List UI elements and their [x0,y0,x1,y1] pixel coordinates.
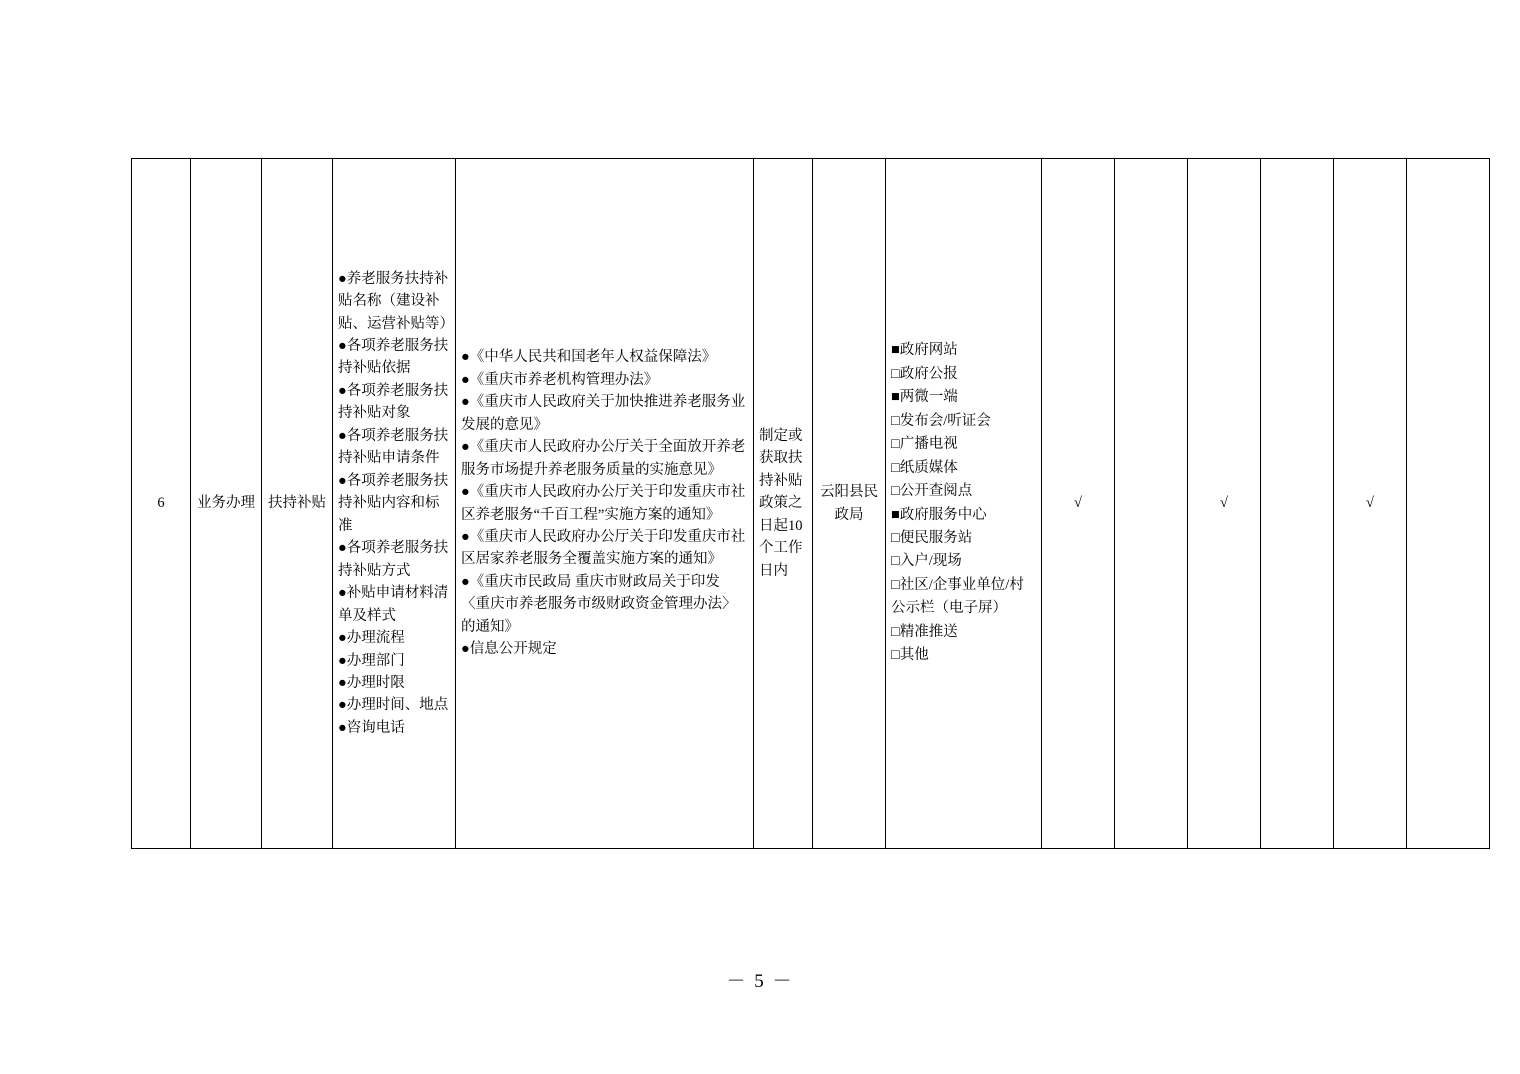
page-number: － 5 － [726,971,794,992]
content-item: ●补贴申请材料清单及样式 [338,585,449,624]
cell-channels [886,159,1042,849]
checkbox-checked-icon[interactable]: ■ [891,506,900,523]
channel-option[interactable] [891,550,1036,573]
cell-time-limit [754,159,813,849]
basis-item: ●《重庆市人民政府办公厅关于印发重庆市社区居家养老服务全覆盖实施方案的通知》 [461,528,746,568]
mark-1: √ [1074,495,1082,512]
checkbox-unchecked-icon[interactable]: □ [891,647,900,664]
channel-option[interactable] [891,457,1036,480]
channel-label: 社区/企事业单位/村公示栏（电子屏） [891,576,1024,617]
cell-basis-items [456,159,754,849]
basis-item-list [461,346,748,661]
basis-item: ●《重庆市民政局 重庆市财政局关于印发〈重庆市养老服务市级财政资金管理办法〉的通知》 [461,573,737,635]
channel-option[interactable] [891,480,1036,503]
content-item: ●各项养老服务扶持补贴申请条件 [338,427,449,467]
content-item: ●办理时限 [338,675,405,692]
checkbox-checked-icon[interactable]: ■ [891,342,900,359]
checkbox-unchecked-icon[interactable]: □ [891,459,900,476]
content-item: ●各项养老服务扶持补贴对象 [338,382,449,422]
checkbox-unchecked-icon[interactable]: □ [891,483,900,500]
cell-mark-1 [1042,159,1115,849]
basis-item: ●《重庆市养老机构管理办法》 [461,371,659,388]
checkbox-unchecked-icon[interactable]: □ [891,412,900,429]
basis-item: ●《重庆市人民政府办公厅关于全面放开养老服务市场提升养老服务质量的实施意见》 [461,439,746,478]
basis-item: ●《重庆市人民政府办公厅关于印发重庆市社区养老服务“千百工程”实施方案的通知》 [461,484,746,523]
channel-option[interactable] [891,433,1036,456]
cell-content-items [333,159,456,849]
checkbox-unchecked-icon[interactable]: □ [891,436,900,453]
channel-label: 政府网站 [899,342,958,359]
mark-3: √ [1220,495,1228,512]
channel-label: 广播电视 [899,436,958,453]
row-index: 6 [157,495,165,512]
cell-mark-6 [1407,159,1490,849]
cell-department [813,159,886,849]
content-item: ●办理流程 [338,630,405,647]
channel-label: 其他 [899,647,929,664]
cell-subcategory [262,159,333,849]
time-limit-text: 制定或获取扶持补贴政策之日起10个工作日内 [759,427,803,579]
channel-option[interactable] [891,574,1036,621]
channel-option[interactable] [891,410,1036,433]
channel-label: 入户/现场 [899,553,962,570]
channel-label: 政府服务中心 [899,506,987,523]
cell-mark-3 [1188,159,1261,849]
content-item: ●办理时间、地点 [338,697,449,714]
basis-item: ●《重庆市人民政府关于加快推进养老服务业发展的意见》 [461,394,746,433]
cell-mark-5 [1334,159,1407,849]
mark-5: √ [1366,495,1374,512]
basis-item: ●《中华人民共和国老年人权益保障法》 [461,349,717,366]
content-item: ●各项养老服务扶持补贴内容和标准 [338,472,449,534]
channel-label: 两微一端 [899,389,958,406]
content-item: ●各项养老服务扶持补贴依据 [338,337,449,377]
channel-label: 政府公报 [899,365,958,382]
checkbox-unchecked-icon[interactable]: □ [891,623,900,640]
content-item: ●养老服务扶持补贴名称（建设补贴、运营补贴等） [338,270,454,332]
channel-label: 精准推送 [899,623,958,640]
content-item: ●各项养老服务扶持补贴方式 [338,540,449,579]
channel-option[interactable] [891,621,1036,644]
checkbox-unchecked-icon[interactable]: □ [891,576,900,593]
content-item: ●咨询电话 [338,719,405,736]
content-item-list [338,268,454,740]
checkbox-unchecked-icon[interactable]: □ [891,553,900,570]
cell-category [191,159,262,849]
channel-label: 便民服务站 [899,529,973,546]
channel-option[interactable] [891,386,1036,409]
checkbox-checked-icon[interactable]: ■ [891,389,900,406]
channel-option[interactable] [891,339,1036,362]
checkbox-unchecked-icon[interactable]: □ [891,529,900,546]
subcategory-text: 扶持补贴 [268,495,326,512]
cell-mark-4 [1261,159,1334,849]
channel-label: 纸质媒体 [899,459,958,476]
department-text: 云阳县民政局 [820,484,878,523]
cell-mark-2 [1115,159,1188,849]
content-item: ●办理部门 [338,652,405,669]
channel-option[interactable] [891,363,1036,386]
cell-index [132,159,191,849]
basis-item: ●信息公开规定 [461,641,557,658]
channel-label: 发布会/听证会 [899,412,991,429]
disclosure-table [131,158,1490,849]
channel-option[interactable] [891,644,1036,667]
channel-option[interactable] [891,504,1036,527]
channel-checkbox-list [891,339,1036,668]
checkbox-unchecked-icon[interactable]: □ [891,365,900,382]
channel-label: 公开查阅点 [899,483,973,500]
table-row [132,159,1490,849]
category-text: 业务办理 [197,495,255,512]
channel-option[interactable] [891,527,1036,550]
